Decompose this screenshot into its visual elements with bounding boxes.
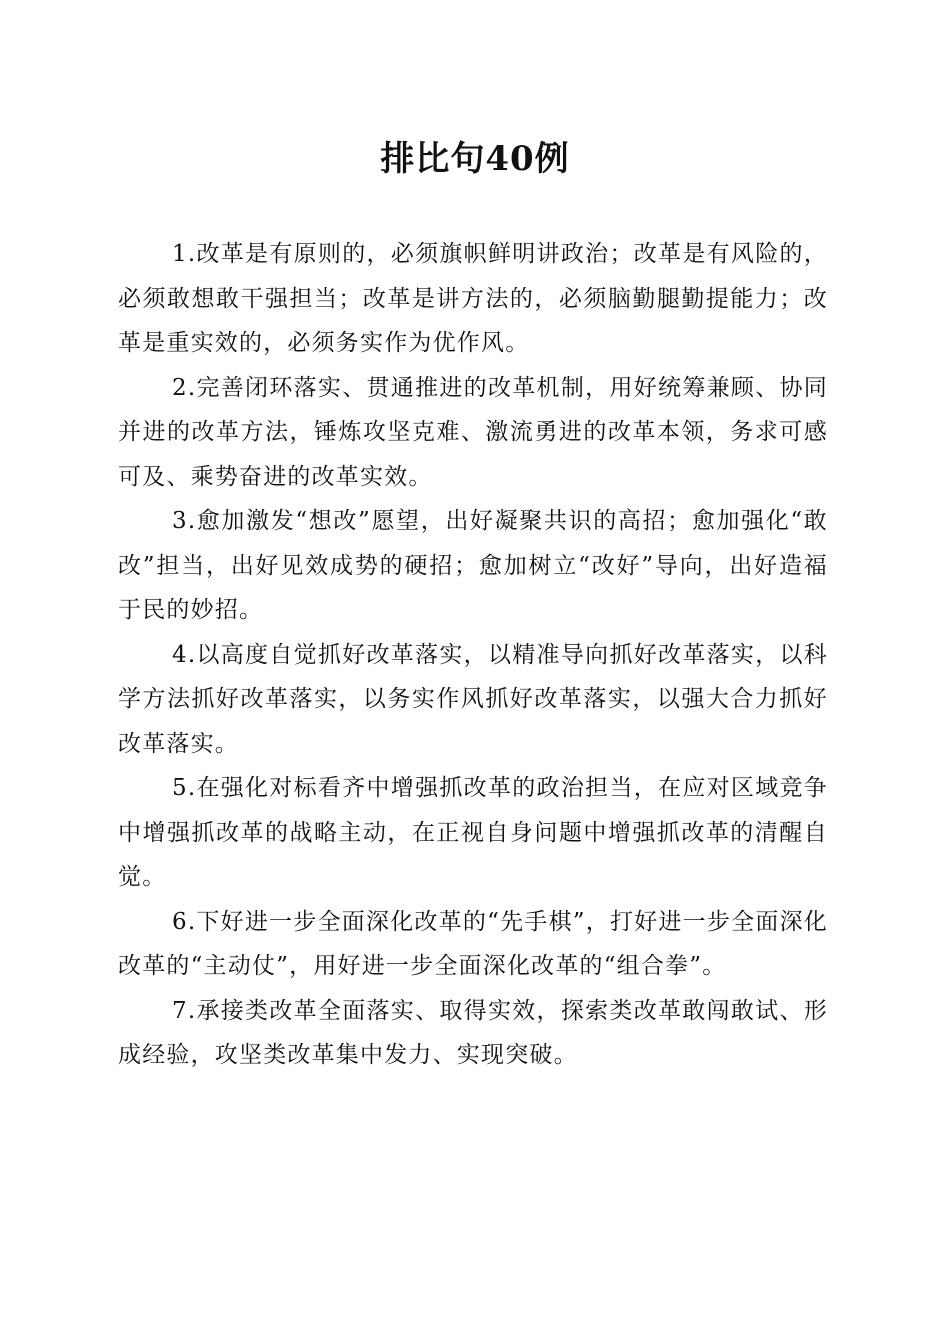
document-body	[118, 232, 828, 1078]
paragraph-4: 4.以高度自觉抓好改革落实，以精准导向抓好改革落实，以科学方法抓好改革落实，以务实作风抓好改革落实，以强大合力抓好改革落实。	[118, 641, 828, 757]
paragraph-2: 2.完善闭环落实、贯通推进的改革机制，用好统筹兼顾、协同并进的改革方法，锤炼攻坚克难、激流勇进的改革本领，务求可感可及、乘势奋进的改革实效。	[118, 374, 828, 490]
paragraph-3: 3.愈加激发“想改”愿望，出好凝聚共识的高招；愈加强化“敢改”担当，出好见效成势的硬招；愈加树立“改好”导向，出好造福于民的妙招。	[118, 508, 828, 623]
paragraph-1: 1.改革是有原则的，必须旗帜鲜明讲政治；改革是有风险的，必须敢想敢干强担当；改革是讲方法的，必须脑勤腿勤提能力；改革是重实效的，必须务实作为优作风。	[118, 241, 828, 356]
paragraph-7: 7.承接类改革全面落实、取得实效，探索类改革敢闯敢试、形成经验，攻坚类改革集中发力、实现突破。	[118, 997, 828, 1068]
paragraph-5: 5.在强化对标看齐中增强抓改革的政治担当，在应对区域竞争中增强抓改革的战略主动，在正视自身问题中增强抓改革的清醒自觉。	[118, 775, 828, 890]
document-title: 排比句40例	[380, 139, 570, 179]
paragraph-6: 6.下好进一步全面深化改革的“先手棋”，打好进一步全面深化改革的“主动仗”，用好进一步全面深化改革的“组合拳”。	[118, 908, 828, 979]
